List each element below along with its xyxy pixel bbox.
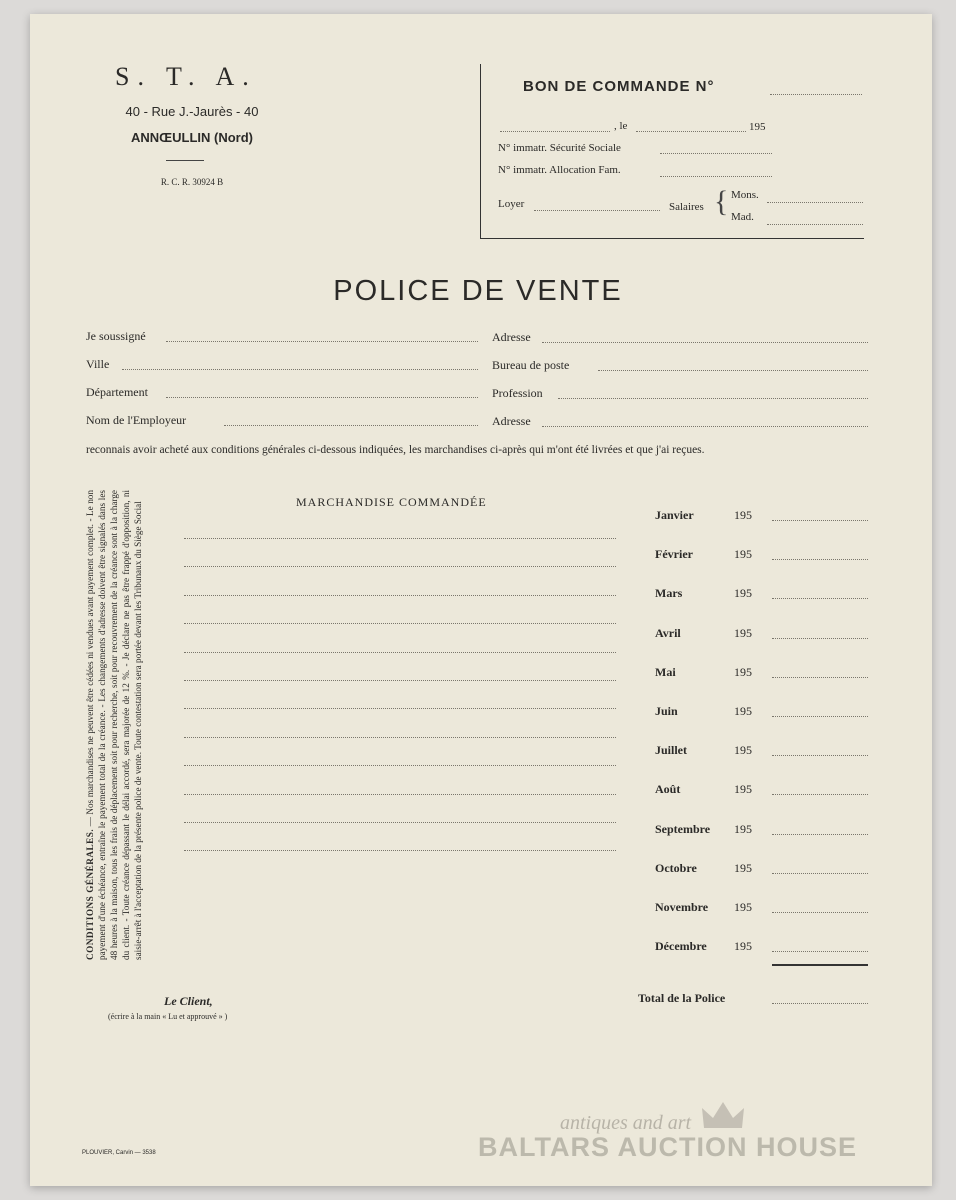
employeur-line[interactable]	[224, 425, 478, 426]
conditions-generales	[84, 490, 144, 960]
month-year: 195	[734, 625, 752, 640]
month-amount-line[interactable]	[772, 794, 868, 795]
total-line[interactable]	[772, 1003, 868, 1004]
header-divider	[166, 160, 204, 161]
soussigne-line[interactable]	[166, 341, 478, 342]
month-label: Décembre	[655, 939, 707, 954]
month-year: 195	[734, 508, 752, 522]
marchandise-line[interactable]	[184, 708, 616, 709]
month-label: Mars	[655, 586, 683, 601]
month-year: 195	[734, 782, 752, 797]
company-city: ANNŒULLIN (Nord)	[130, 130, 254, 145]
marchandise-title: MARCHANDISE COMMANDÉE	[296, 495, 487, 509]
conditions-heading: CONDITIONS GÉNÉRALES.	[85, 828, 95, 960]
month-amount-line[interactable]	[772, 559, 868, 560]
alloc-line[interactable]	[660, 176, 772, 177]
marchandise-line[interactable]	[184, 822, 616, 823]
marchandise-line[interactable]	[184, 850, 616, 851]
bureau-label: Bureau de poste	[492, 358, 570, 372]
adresse2-label: Adresse	[492, 414, 531, 428]
month-year: 195	[734, 821, 752, 836]
month-year: 195	[734, 860, 752, 875]
month-label: Janvier	[655, 508, 694, 522]
company-rcr: R. C. R. 30924 B	[160, 177, 224, 187]
mons-line[interactable]	[767, 202, 863, 203]
marchandise-line[interactable]	[184, 737, 616, 738]
mad-line[interactable]	[767, 224, 863, 225]
order-date-year: 195	[749, 121, 766, 133]
mad-label: Mad.	[731, 211, 754, 223]
soussigne-label: Je soussigné	[86, 329, 146, 343]
total-label: Total de la Police	[638, 991, 726, 1005]
company-street: 40 - Rue J.-Jaurès - 40	[125, 104, 259, 119]
marchandise-line[interactable]	[184, 538, 616, 539]
marchandise-line[interactable]	[184, 623, 616, 624]
document-title: POLICE DE VENTE	[333, 275, 623, 307]
secu-line[interactable]	[660, 153, 772, 154]
adresse-line[interactable]	[542, 342, 868, 343]
month-amount-line[interactable]	[772, 873, 868, 874]
client-instruction: (écrire à la main « Lu et approuvé » )	[108, 1012, 228, 1021]
loyer-label: Loyer	[498, 198, 525, 210]
order-place-line[interactable]	[500, 131, 610, 132]
month-year: 195	[734, 586, 752, 601]
mons-label: Mons.	[731, 189, 759, 201]
total-rule	[772, 964, 868, 966]
loyer-line[interactable]	[534, 210, 660, 211]
marchandise-line[interactable]	[184, 652, 616, 653]
month-year: 195	[734, 900, 752, 914]
adresse-label: Adresse	[492, 330, 531, 344]
month-amount-line[interactable]	[772, 951, 868, 952]
month-amount-line[interactable]	[772, 716, 868, 717]
month-year: 195	[734, 743, 752, 758]
month-amount-line[interactable]	[772, 520, 868, 521]
employeur-label: Nom de l'Employeur	[86, 413, 187, 427]
declaration-paragraph: reconnais avoir acheté aux conditions générales ci-dessous indiquées, les marchandises ci-après qui m'ont été livrées et que j'ai reçues.	[86, 444, 705, 456]
marchandise-line[interactable]	[184, 595, 616, 596]
month-label: Octobre	[655, 860, 697, 875]
month-amount-line[interactable]	[772, 912, 868, 913]
order-date-le: , le	[614, 120, 628, 132]
month-label: Novembre	[655, 900, 709, 914]
watermark-line2: BALTARS AUCTION HOUSE	[478, 1132, 857, 1162]
month-label: Mai	[655, 664, 676, 679]
bureau-line[interactable]	[598, 370, 868, 371]
profession-line[interactable]	[558, 398, 868, 399]
month-year: 195	[734, 939, 752, 954]
ville-label: Ville	[86, 357, 110, 371]
client-label: Le Client,	[164, 994, 213, 1008]
order-title: BON DE COMMANDE N°	[523, 78, 715, 95]
month-amount-line[interactable]	[772, 638, 868, 639]
adresse2-line[interactable]	[542, 426, 868, 427]
ville-line[interactable]	[122, 369, 478, 370]
conditions-text: — Nos marchandises ne peuvent être cédées ni vendues avant payement complet. - Le non payement d'une échéance, entraîne le payement total de la créance. - Les changements d'adresse doivent être signalés dans les 48 heures à la maison, tous les frais de déplacement soit pour recherche, soit pour recouvrement de la créance sont à la charge du client. - Toute créance dépassant le délai accordé, sera majorée de 12 %. - Je déclare ne pas être frappé d'opposition, ni saisie-arrêt à l'acceptation de la présente police de vente. Toute contestation sera portée devant les Tribunaux du Siège Social	[85, 490, 143, 960]
departement-line[interactable]	[166, 397, 478, 398]
order-number-line[interactable]	[770, 94, 862, 95]
month-year: 195	[734, 547, 752, 562]
month-label: Février	[655, 547, 693, 562]
marchandise-line[interactable]	[184, 680, 616, 681]
month-label: Juin	[655, 704, 678, 718]
company-name: S. T. A.	[115, 62, 257, 91]
printer-imprint: PLOUVIER, Carvin — 3538	[82, 1150, 156, 1156]
salaires-label: Salaires	[669, 201, 704, 213]
month-amount-line[interactable]	[772, 834, 868, 835]
profession-label: Profession	[492, 386, 543, 400]
month-amount-line[interactable]	[772, 755, 868, 756]
secu-label: N° immatr. Sécurité Sociale	[498, 142, 621, 154]
marchandise-line[interactable]	[184, 794, 616, 795]
month-amount-line[interactable]	[772, 598, 868, 599]
alloc-label: N° immatr. Allocation Fam.	[498, 164, 621, 176]
month-amount-line[interactable]	[772, 677, 868, 678]
month-year: 195	[734, 664, 752, 679]
month-year: 195	[734, 704, 752, 718]
month-label: Avril	[655, 625, 681, 640]
watermark-line1: antiques and art	[560, 1112, 692, 1134]
month-label: Août	[655, 782, 681, 797]
salaires-brace: {	[714, 185, 729, 218]
month-label: Septembre	[655, 821, 711, 836]
month-label: Juillet	[655, 743, 687, 758]
marchandise-line[interactable]	[184, 566, 616, 567]
marchandise-line[interactable]	[184, 765, 616, 766]
departement-label: Département	[86, 385, 148, 399]
order-date-line[interactable]	[636, 131, 746, 132]
crown-watermark-icon	[700, 1100, 746, 1134]
